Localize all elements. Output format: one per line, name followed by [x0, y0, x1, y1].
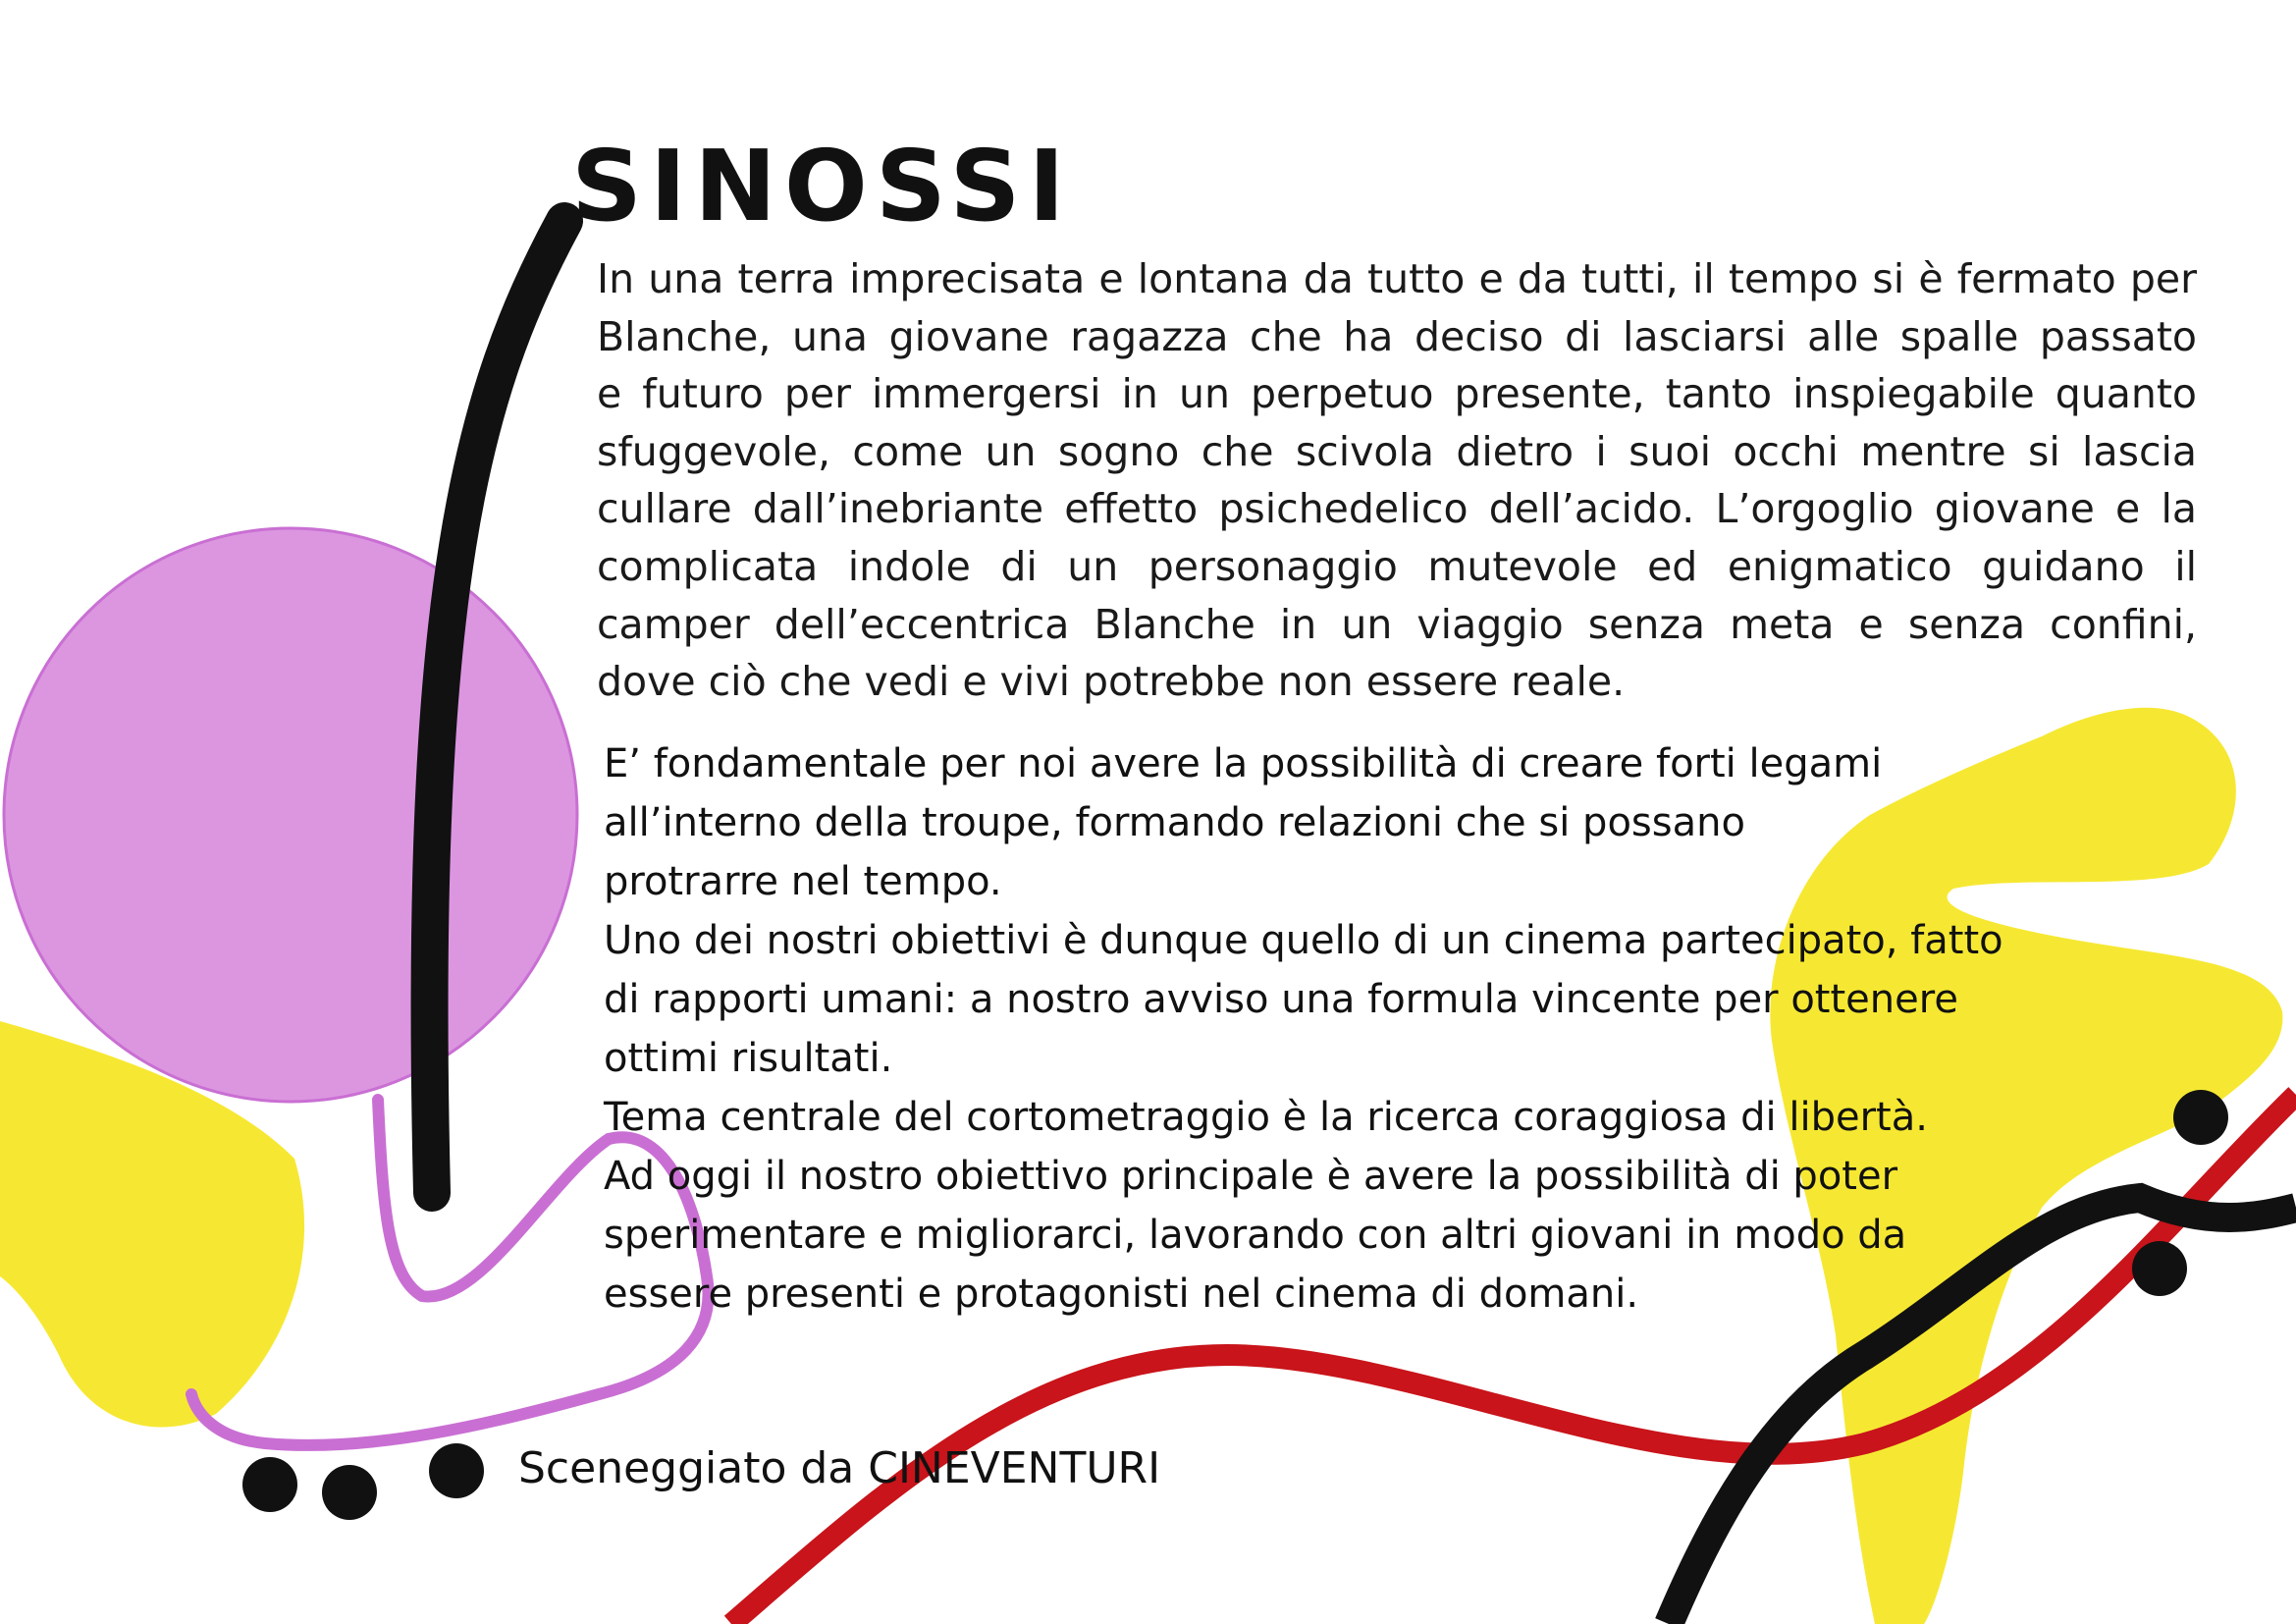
dot	[2173, 1090, 2228, 1145]
synopsis-line: e futuro per immergersi in un perpetuo presente, tanto inspiegabile quanto	[597, 370, 2197, 418]
synopsis-line: sfuggevole, come un sogno che scivola dietro i suoi occhi mentre si lascia	[597, 427, 2197, 475]
goals-line: di rapporti umani: a nostro avviso una formula vincente per ottenere	[604, 977, 1958, 1022]
dot	[242, 1457, 297, 1512]
dot	[2132, 1241, 2187, 1296]
goals-line: E’ fondamentale per noi avere la possibilità di creare forti legami	[604, 741, 1883, 786]
dot	[429, 1443, 484, 1498]
synopsis-line: complicata indole di un personaggio mutevole ed enigmatico guidano il	[597, 542, 2197, 590]
goals-line: sperimentare e migliorarci, lavorando con altri giovani in modo da	[604, 1213, 1907, 1258]
goals-line: essere presenti e protagonisti nel cinema di domani.	[604, 1272, 1639, 1317]
credit-line: Sceneggiato da CINEVENTURI	[518, 1443, 1161, 1493]
synopsis-line: cullare dall’inebriante effetto psichedelico dell’acido. L’orgoglio giovane e la	[597, 485, 2197, 533]
synopsis-line: camper dell’eccentrica Blanche in un viaggio senza meta e senza confini,	[597, 600, 2197, 648]
goals-line: protrarre nel tempo.	[604, 859, 1002, 904]
synopsis-paragraph	[597, 250, 2197, 711]
goals-paragraph	[604, 734, 2135, 1324]
goals-line: Uno dei nostri obiettivi è dunque quello di un cinema partecipato, fatto	[604, 918, 2003, 963]
goals-line: Ad oggi il nostro obiettivo principale è avere la possibilità di poter	[604, 1154, 1898, 1199]
lilac-circle	[4, 528, 577, 1102]
synopsis-line: dove ciò che vedi e vivi potrebbe non essere reale.	[597, 658, 1626, 706]
dot	[322, 1465, 377, 1520]
goals-line: Tema centrale del cortometraggio è la ricerca coraggiosa di libertà.	[604, 1095, 1928, 1140]
synopsis-line: Blanche, una giovane ragazza che ha deciso di lasciarsi alle spalle passato	[597, 312, 2197, 360]
page-title: SINOSSI	[571, 129, 1073, 244]
goals-line: all’interno della troupe, formando relazioni che si possano	[604, 800, 1745, 845]
synopsis-line: In una terra imprecisata e lontana da tutto e da tutti, il tempo si è fermato per	[597, 255, 2197, 302]
goals-line: ottimi risultati.	[604, 1036, 893, 1081]
